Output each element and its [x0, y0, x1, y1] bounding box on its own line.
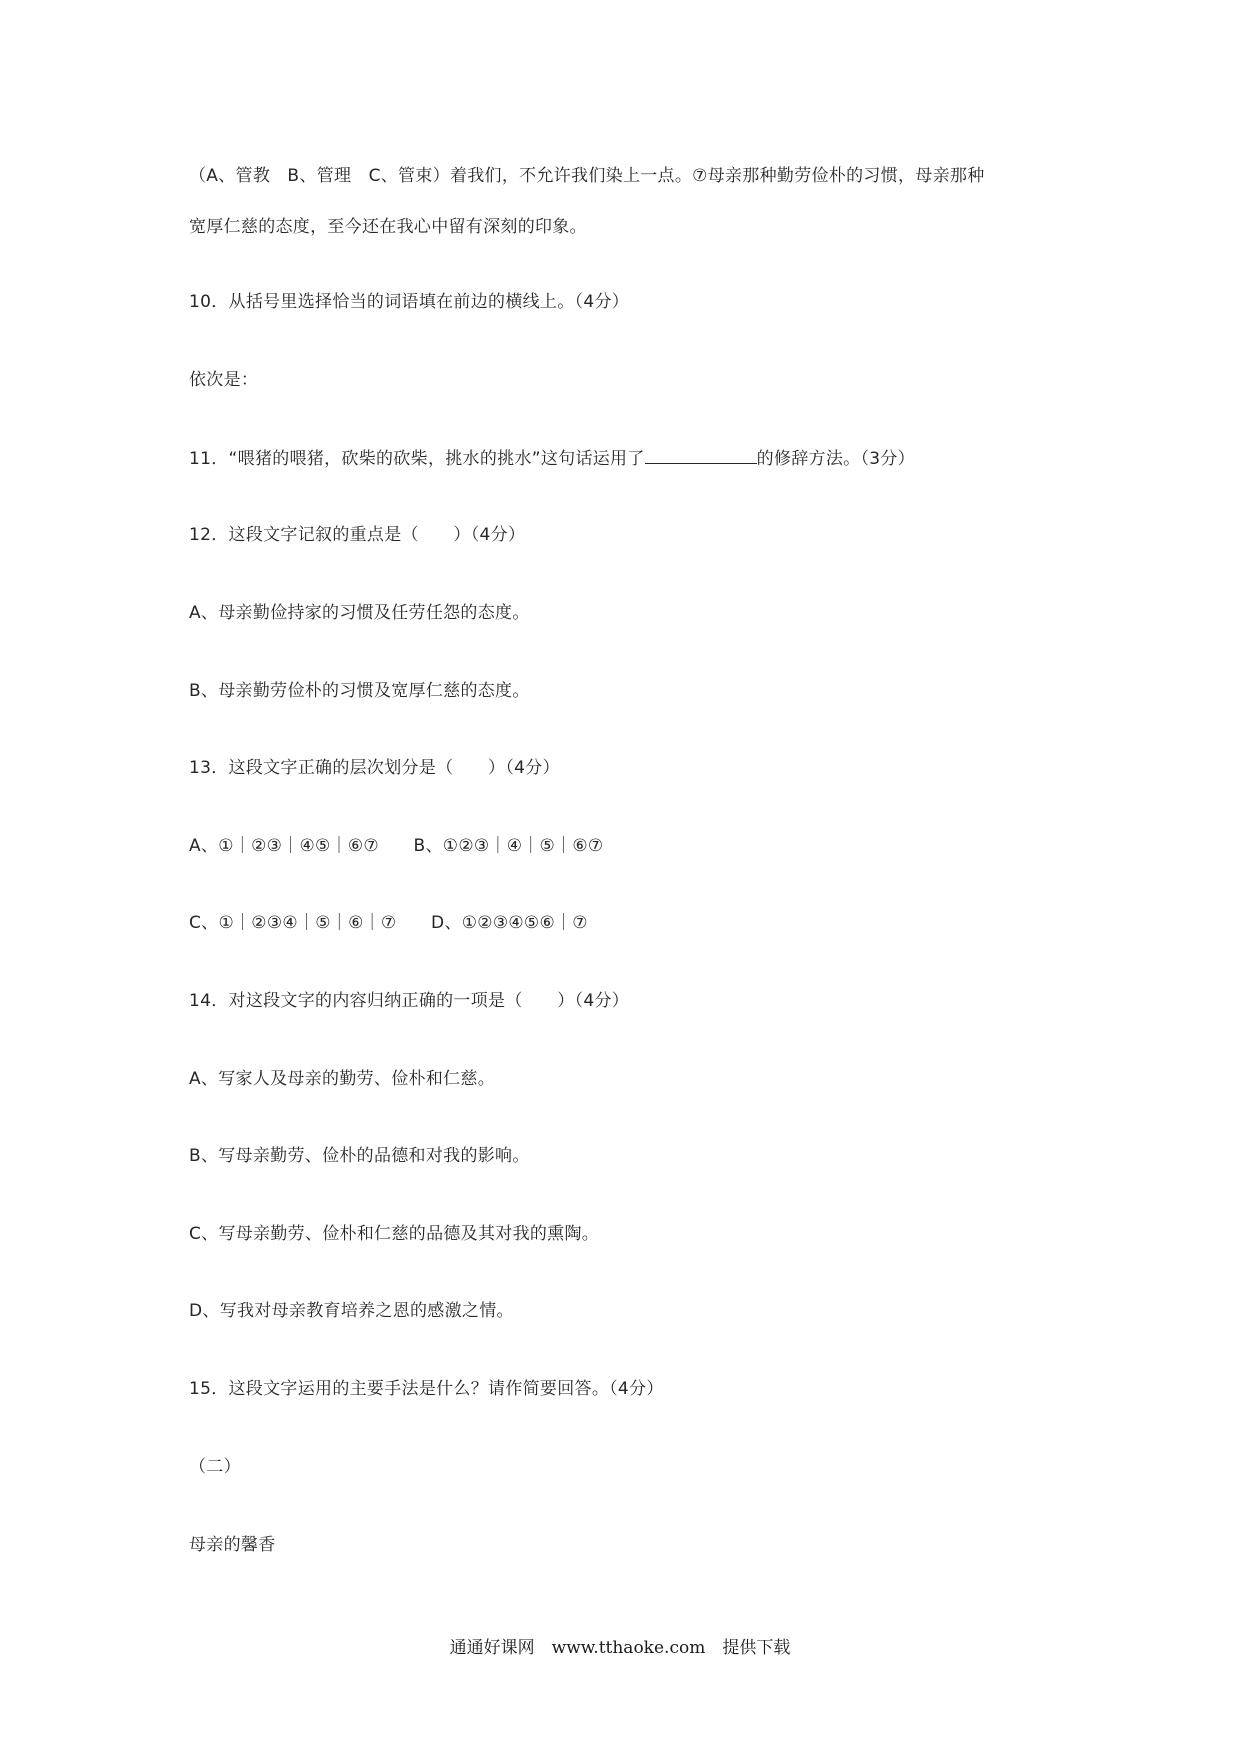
question-11-text-before: 11．“喂猪的喂猪，砍柴的砍柴，挑水的挑水”这句话运用了 — [189, 449, 645, 469]
section-heading: （二） — [189, 1457, 241, 1477]
question-14-option-c: C、写母亲勤劳、俭朴和仁慈的品德及其对我的熏陶。 — [189, 1224, 600, 1244]
passage-line-2: 宽厚仁慈的态度，至今还在我心中留有深刻的印象。 — [189, 217, 587, 237]
question-10-answer-label: 依次是： — [189, 370, 259, 390]
question-12-option-b: B、母亲勤劳俭朴的习惯及宽厚仁慈的态度。 — [189, 681, 530, 701]
question-14-option-d: D、写我对母亲教育培养之恩的感激之情。 — [189, 1301, 514, 1321]
question-12-option-a: A、母亲勤俭持家的习惯及任劳任怨的态度。 — [189, 603, 530, 623]
answer-blank[interactable] — [645, 447, 757, 464]
question-14: 14．对这段文字的内容归纳正确的一项是（ ）（4分） — [189, 991, 630, 1011]
question-13-options-row-1: A、①｜②③｜④⑤｜⑥⑦ B、①②③｜④｜⑤｜⑥⑦ — [189, 836, 604, 856]
section-title: 母亲的馨香 — [189, 1535, 276, 1555]
footer-watermark: 通通好课网 www.tthaoke.com 提供下载 — [449, 1638, 791, 1658]
question-14-option-b: B、写母亲勤劳、俭朴的品德和对我的影响。 — [189, 1146, 530, 1166]
question-11-text-after: 的修辞方法。（3分） — [756, 449, 915, 469]
question-13: 13．这段文字正确的层次划分是（ ）（4分） — [189, 758, 560, 778]
question-14-option-a: A、写家人及母亲的勤劳、俭朴和仁慈。 — [189, 1069, 496, 1089]
question-12: 12．这段文字记叙的重点是（ ）（4分） — [189, 525, 526, 545]
question-10: 10．从括号里选择恰当的词语填在前边的横线上。（4分） — [189, 292, 630, 312]
question-11 — [189, 447, 915, 470]
passage-line-1: （A、管教 B、管理 C、管束）着我们，不允许我们染上一点。⑦母亲那种勤劳俭朴的习惯，母亲那种 — [189, 166, 985, 186]
question-15: 15．这段文字运用的主要手法是什么？请作简要回答。（4分） — [189, 1379, 664, 1399]
question-13-options-row-2: C、①｜②③④｜⑤｜⑥｜⑦ D、①②③④⑤⑥｜⑦ — [189, 913, 588, 933]
